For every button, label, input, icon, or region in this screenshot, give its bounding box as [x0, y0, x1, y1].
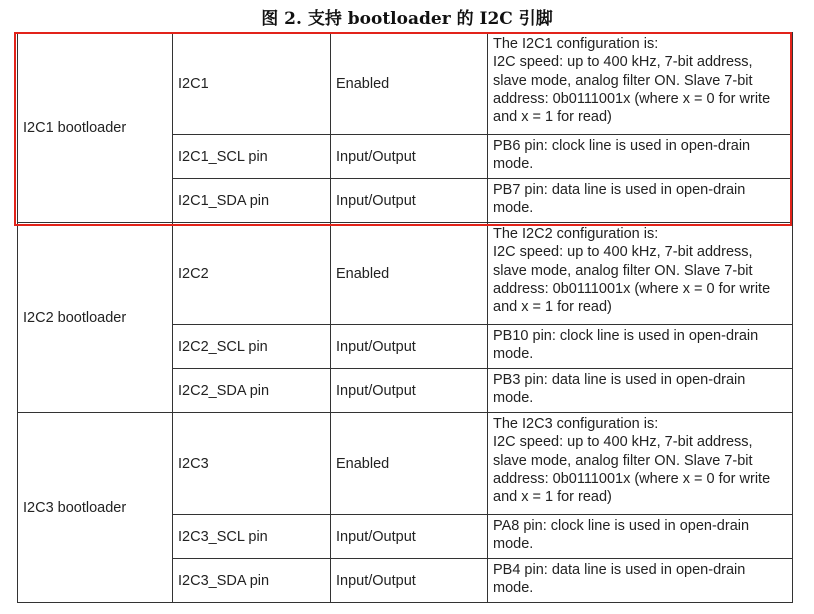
pin-mode: Input/Output	[331, 515, 488, 559]
figure-title: 图 2. 支持 bootloader 的 I2C 引脚	[261, 9, 553, 29]
pin-description	[488, 369, 793, 413]
description-line: PB10 pin: clock line is used in open-drain	[493, 328, 759, 344]
pin-name: I2C1_SCL pin	[173, 135, 331, 179]
pin-name: I2C1	[173, 33, 331, 135]
pin-description	[488, 515, 793, 559]
description-line: and x = 1 for read)	[493, 109, 612, 126]
i2c-pin-table	[17, 32, 793, 603]
pin-mode: Input/Output	[331, 559, 488, 603]
pin-description	[488, 325, 793, 369]
i2c-pin-table-body	[18, 33, 793, 603]
pin-description	[488, 413, 793, 515]
bootloader-name: I2C3 bootloader	[18, 413, 173, 603]
bootloader-name: I2C2 bootloader	[18, 223, 173, 413]
description-line: PB7 pin: data line is used in open-drain	[493, 182, 746, 198]
pin-name: I2C3_SDA pin	[173, 559, 331, 603]
description-line: slave mode, analog filter ON. Slave 7-bit	[493, 72, 753, 89]
pin-mode: Input/Output	[331, 369, 488, 413]
pin-description	[488, 135, 793, 179]
description-line: address: 0b0111001x (where x = 0 for write	[493, 90, 771, 107]
pin-mode: Input/Output	[331, 325, 488, 369]
pin-name: I2C3	[173, 413, 331, 515]
description-line: mode.	[493, 156, 534, 173]
pin-name: I2C1_SDA pin	[173, 179, 331, 223]
pin-name: I2C2_SDA pin	[173, 369, 331, 413]
description-line: PB3 pin: data line is used in open-drain	[493, 372, 746, 388]
table-row	[18, 223, 793, 325]
table-row	[18, 413, 793, 515]
description-line: PB4 pin: data line is used in open-drain	[493, 562, 746, 578]
pin-name: I2C3_SCL pin	[173, 515, 331, 559]
description-line: The I2C2 configuration is:	[493, 226, 659, 242]
description-line: slave mode, analog filter ON. Slave 7-bit	[493, 452, 753, 469]
description-line: I2C speed: up to 400 kHz, 7-bit address,	[493, 54, 753, 71]
description-line: address: 0b0111001x (where x = 0 for write	[493, 280, 771, 297]
description-line: I2C speed: up to 400 kHz, 7-bit address,	[493, 244, 753, 261]
description-line: and x = 1 for read)	[493, 299, 612, 316]
description-line: mode.	[493, 346, 534, 363]
pin-mode: Input/Output	[331, 135, 488, 179]
description-line: slave mode, analog filter ON. Slave 7-bit	[493, 262, 753, 279]
description-line: and x = 1 for read)	[493, 489, 612, 506]
description-line: address: 0b0111001x (where x = 0 for write	[493, 470, 771, 487]
pin-mode: Enabled	[331, 223, 488, 325]
description-line: The I2C3 configuration is:	[493, 416, 659, 432]
pin-name: I2C2_SCL pin	[173, 325, 331, 369]
pin-description	[488, 559, 793, 603]
description-line: mode.	[493, 580, 534, 597]
description-line: I2C speed: up to 400 kHz, 7-bit address,	[493, 434, 753, 451]
pin-name: I2C2	[173, 223, 331, 325]
description-line: PB6 pin: clock line is used in open-drain	[493, 138, 751, 154]
pin-mode: Input/Output	[331, 179, 488, 223]
table-row	[18, 33, 793, 135]
description-line: PA8 pin: clock line is used in open-drain	[493, 518, 750, 534]
pin-description	[488, 179, 793, 223]
bootloader-name: I2C1 bootloader	[18, 33, 173, 223]
description-line: mode.	[493, 200, 534, 217]
description-line: mode.	[493, 390, 534, 407]
description-line: mode.	[493, 536, 534, 553]
description-line: The I2C1 configuration is:	[493, 36, 659, 52]
pin-description	[488, 33, 793, 135]
pin-mode: Enabled	[331, 413, 488, 515]
pin-description	[488, 223, 793, 325]
pin-mode: Enabled	[331, 33, 488, 135]
